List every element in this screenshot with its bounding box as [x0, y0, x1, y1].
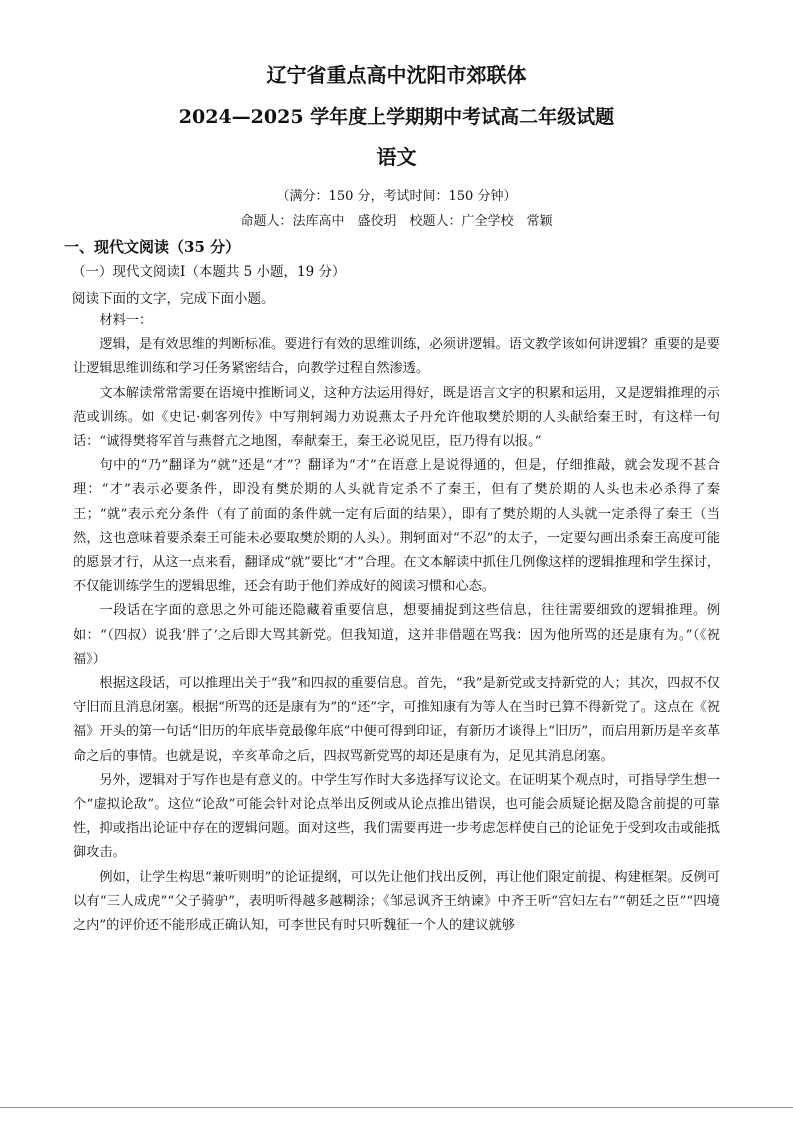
material-paragraph: 一段话在字面的意思之外可能还隐藏着重要信息，想要捕捉到这些信息，往往需要细致的逻辑推理。例如：“（四叔）说我‘胖了’之后即大骂其新党。但我知道，这并非借题在骂我：因为他所骂的还是康有为。”（《祝福》） — [73, 603, 720, 667]
exam-subject: 语文 — [376, 145, 417, 169]
material-paragraph: 根据这段话，可以推理出关于“我”和四叔的重要信息。首先，“我”是新党或支持新党的人；其次，四叔不仅守旧而且消息闭塞。根据“所骂的还是康有为”的“还”字，可推知康有为等人在当时已算不得新党了。这点在《祝福》开头的第一句话“旧历的年底毕竟最像年底”中便可得到印证，有新历才谈得上“旧历”，而启用新历是辛亥革命之后的事情。也就是说，辛亥革命之后，四叔骂新党骂的却还是康有为，足见其消息闭塞。 — [73, 676, 720, 764]
exam-authors: 命题人：法库高中 盛佼玥 校题人：广全学校 常颖 — [240, 214, 553, 229]
material-paragraph: 例如，让学生构思“兼听则明”的论证提纲，可以先让他们找出反例，再让他们限定前提、构建框架。反例可以有“三人成虎”“父子骑驴”，表明听得越多越糊涂；《邹忌讽齐王纳谏》中齐王听“宫妇左右”“朝廷之臣”“四境之内”的评价还不能形成正确认知，可李世民有时只听魏征一个人的建议就够 — [73, 869, 720, 934]
subsection-heading: （一）现代文阅读Ⅰ（本题共 5 小题，19 分） — [72, 264, 346, 280]
exam-title-school: 辽宁省重点高中沈阳市郊联体 — [266, 63, 527, 87]
reading-instruction: 阅读下面的文字，完成下面小题。 — [72, 291, 275, 307]
material-paragraph: 逻辑，是有效思维的判断标准。要进行有效的思维训练，必须讲逻辑。语文教学该如何讲逻辑？重要的是要让逻辑思维训练和学习任务紧密结合，向教学过程自然渗透。 — [73, 337, 720, 377]
page-bottom-divider — [0, 1107, 793, 1108]
section-heading: 一、现代文阅读（35 分） — [64, 238, 241, 256]
exam-title-term: 2024—2025 学年度上学期期中考试高二年级试题 — [178, 106, 615, 128]
material-paragraph: 另外，逻辑对于写作也是有意义的。中学生写作时大多选择写议论文。在证明某个观点时，可指导学生想一个“虚拟论敌”。这位“论敌”可能会针对论点举出反例或从论点推出错误，也可能会质疑论据及隐含前提的可靠性，抑或指出论证中存在的逻辑问题。面对这些，我们需要再进一步考虑怎样使自己的论证免于受到攻击或能抵御攻击。 — [73, 772, 720, 861]
material-label: 材料一： — [99, 313, 153, 328]
exam-info: （满分：150 分，考试时间：150 分钟） — [276, 189, 517, 204]
material-text — [73, 309, 720, 938]
material-paragraph: 文本解读常常需要在语境中推断词义，这种方法运用得好，既是语言文字的积累和运用，又是逻辑推理的示范或训练。如《史记·刺客列传》中写荆轲竭力劝说燕太子丹允许他取樊於期的人头献给秦王时，有这样一句话：“诚得樊将军首与燕督亢之地图，奉献秦王，秦王必说见臣，臣乃得有以报。” — [73, 385, 720, 450]
material-paragraph: 句中的“乃”翻译为“就”还是“才”？翻译为“才”在语意上是说得通的，但是，仔细推敲，就会发现不甚合理：“才”表示必要条件，即没有樊於期的人头就肯定杀不了秦王，但有了樊於期的人头也未必杀得了秦王；“就”表示充分条件（有了前面的条件就一定有后面的结果），即有了樊於期的人头就一定杀得了秦王（当然，这也意味着要杀秦王可能未必要取樊於期的人头）。荆轲面对“不忍”的太子，一定要勾画出杀秦王高度可能的愿景才行，从这一点来看，翻译成“就”要比“才”合理。在文本解读中抓住几例像这样的逻辑推理和学生探讨，不仅能训练学生的逻辑思维，还会有助于他们养成好的阅读习惯和心态。 — [73, 458, 720, 595]
